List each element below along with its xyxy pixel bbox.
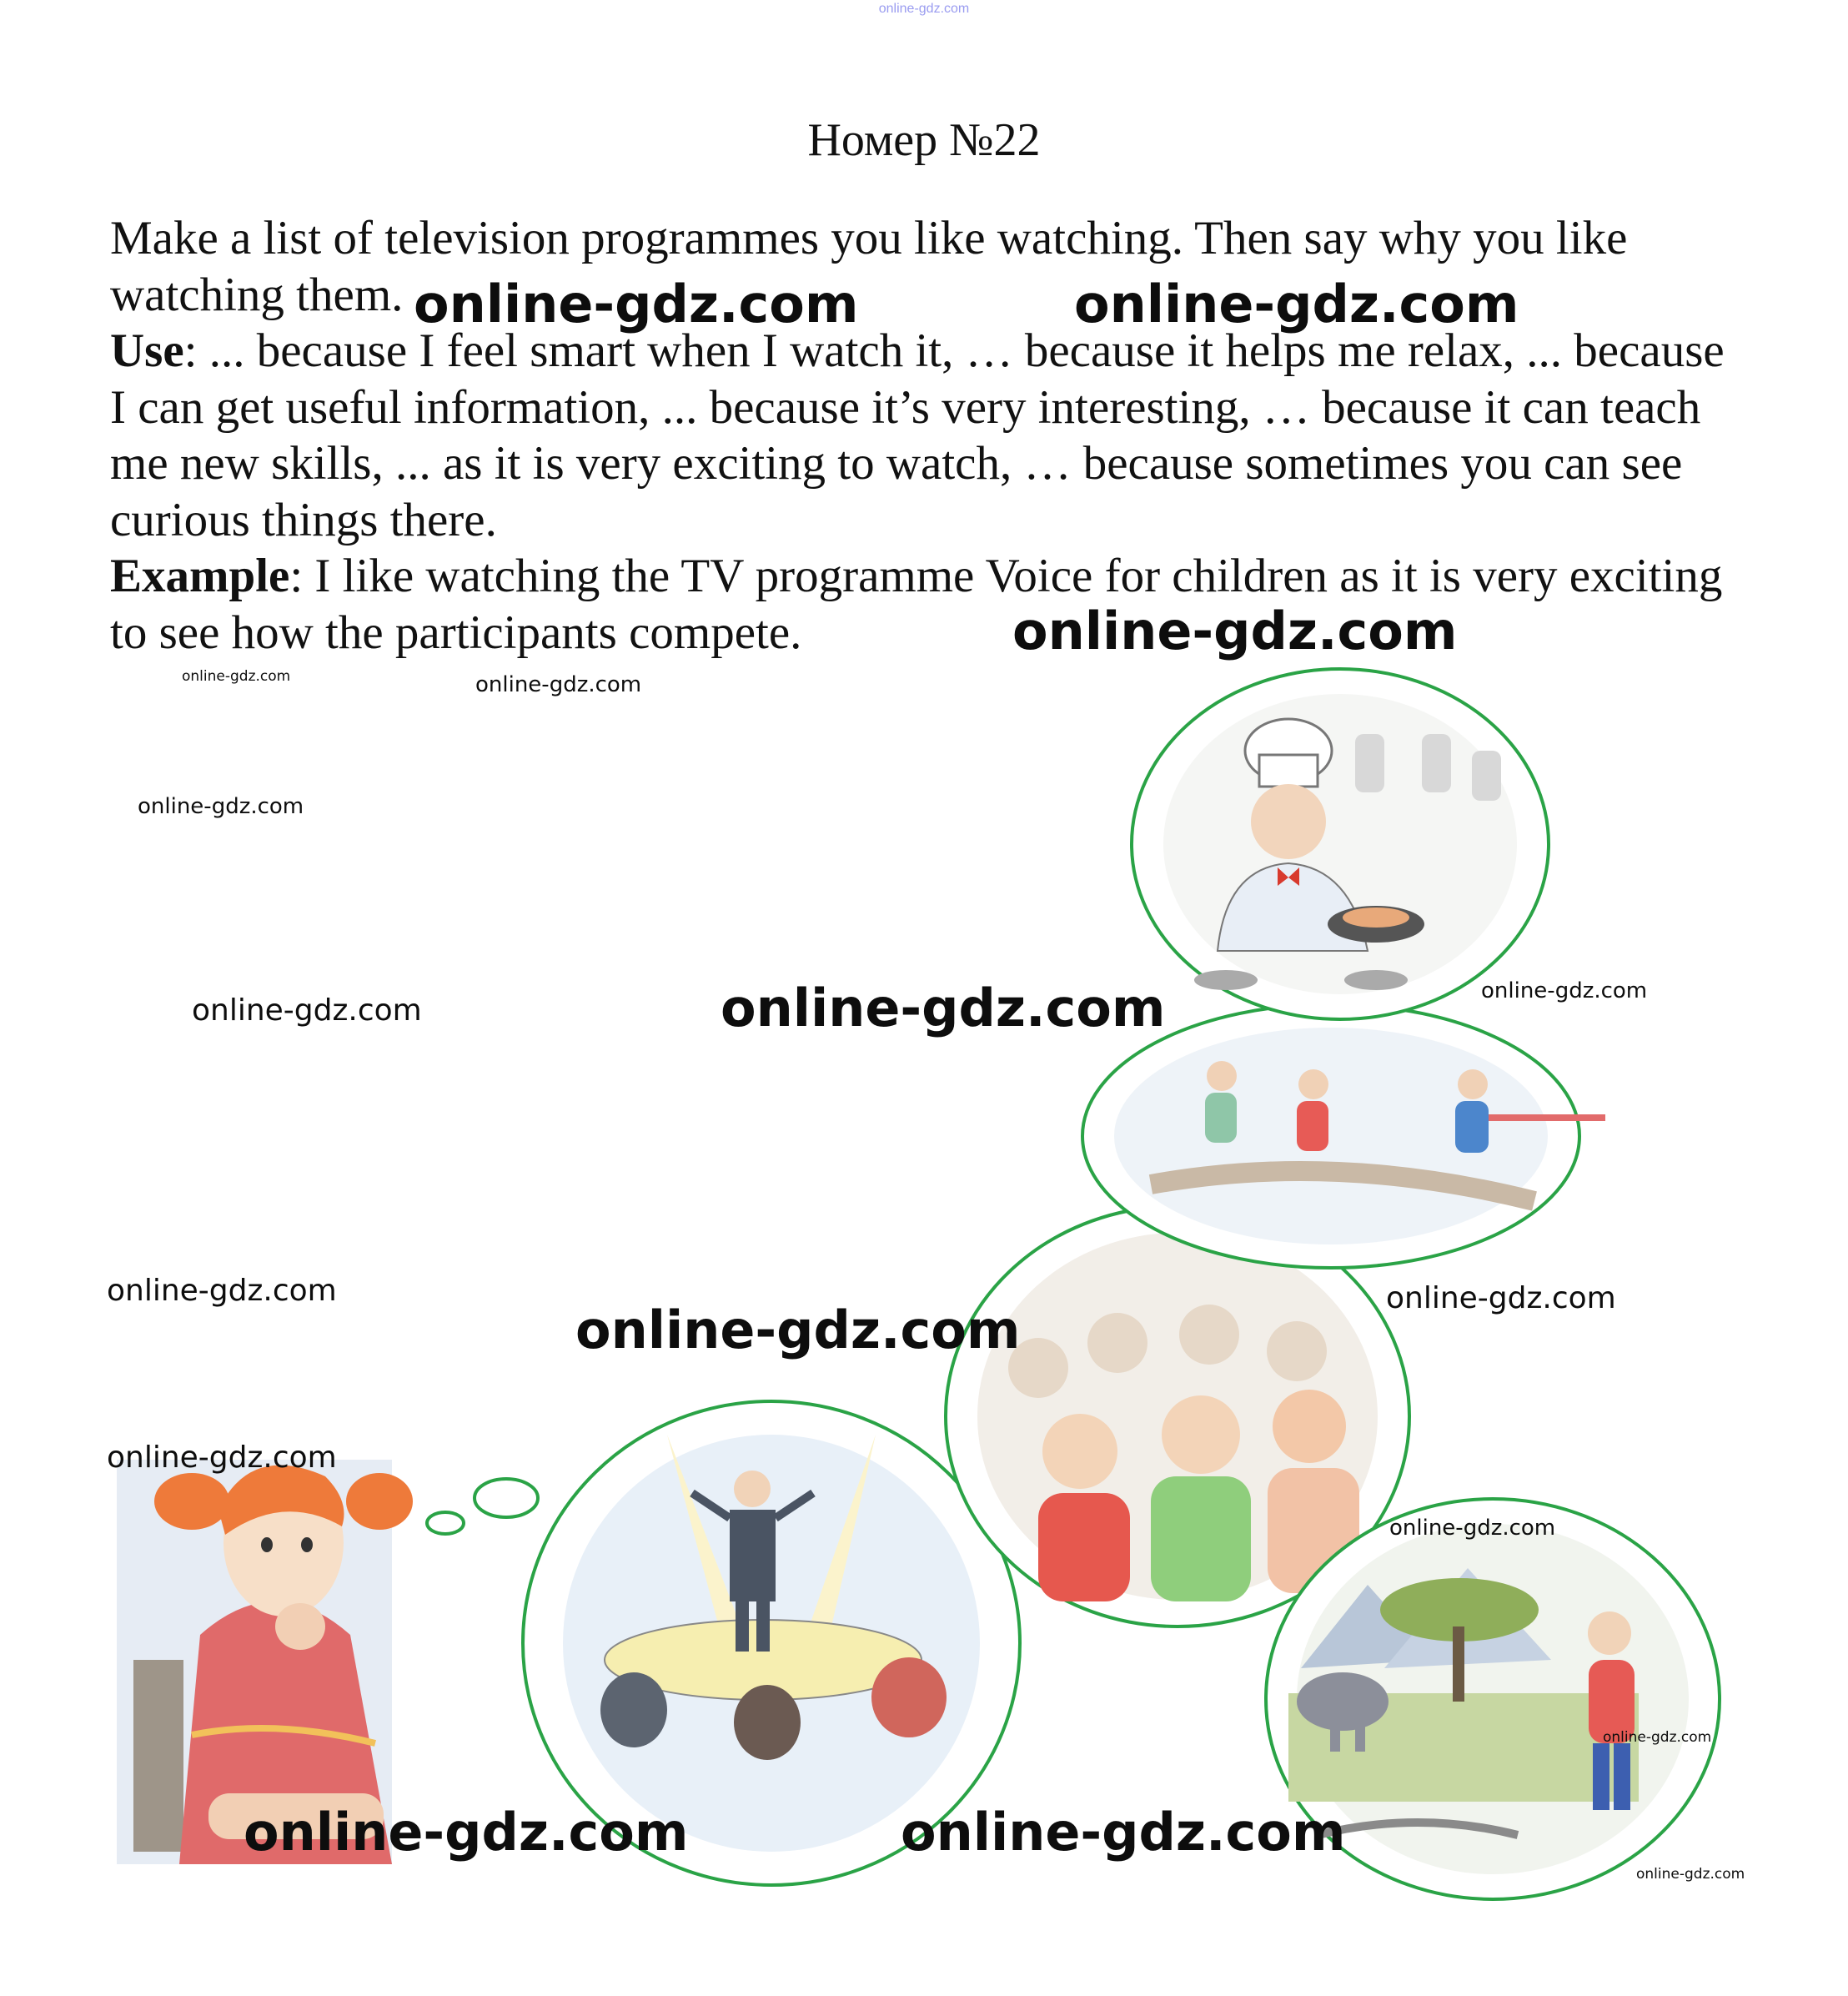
watermark: online-gdz.com bbox=[1074, 274, 1519, 334]
watermark: online-gdz.com bbox=[107, 1274, 337, 1308]
exercise-title: Номер №22 bbox=[807, 114, 1041, 166]
watermark: online-gdz.com bbox=[1481, 978, 1648, 1003]
runners-race-icon bbox=[1082, 1004, 1605, 1268]
watermark: online-gdz.com bbox=[244, 1802, 689, 1863]
thought-dot-small bbox=[427, 1512, 464, 1534]
chef-cooking-icon bbox=[1132, 669, 1549, 1019]
use-text: : ... because I feel smart when I watch it, … because it helps me relax, ... because I can get useful information, ... because it’s very interesting, … because it can teach me new skills, ... as it is very exciting to watch, … because sometimes you can see curious things there. bbox=[110, 324, 1725, 546]
watermark: online-gdz.com bbox=[192, 993, 422, 1028]
watermark: online-gdz.com bbox=[414, 274, 859, 334]
watermark: online-gdz.com bbox=[1389, 1516, 1556, 1541]
watermark: online-gdz.com bbox=[1012, 601, 1458, 661]
example-text: : I like watching the TV programme Voice for children as it is very exciting to see how the participants compete. bbox=[110, 550, 1723, 659]
watermark: online-gdz.com bbox=[1386, 1281, 1616, 1315]
thought-dot-large bbox=[475, 1479, 538, 1517]
task-instruction: Make a list of television programmes you like watching. Then say why you like watching them. bbox=[110, 212, 1628, 321]
site-top-mark: online-gdz.com bbox=[878, 2, 970, 16]
watermark: online-gdz.com bbox=[1603, 1729, 1712, 1746]
watermark: online-gdz.com bbox=[182, 668, 291, 685]
example-label: Example bbox=[110, 550, 290, 602]
watermark: online-gdz.com bbox=[475, 672, 642, 697]
watermark: online-gdz.com bbox=[138, 794, 304, 819]
watermark: online-gdz.com bbox=[1636, 1866, 1745, 1883]
watermark: online-gdz.com bbox=[575, 1300, 1021, 1360]
watermark: online-gdz.com bbox=[107, 1440, 337, 1475]
use-label: Use bbox=[110, 324, 184, 377]
watermark: online-gdz.com bbox=[721, 978, 1166, 1038]
watermark: online-gdz.com bbox=[901, 1802, 1346, 1863]
